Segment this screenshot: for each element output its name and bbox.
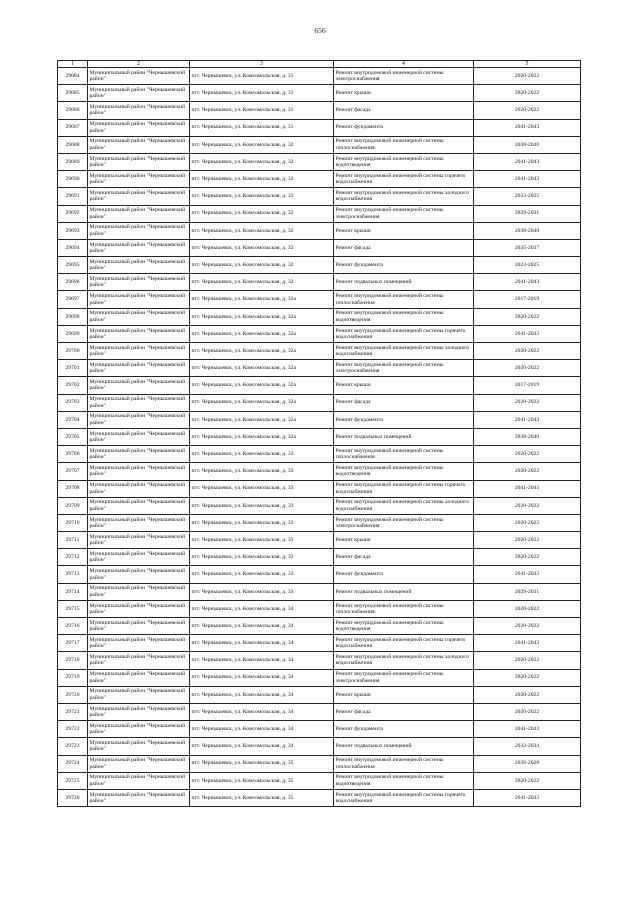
cell-work-type: Ремонт внутридомовой инженерной системы горячего водоснабжения: [334, 480, 474, 497]
cell-address: пгт. Чернышевск, ул. Комсомольская, д. 32: [190, 205, 334, 222]
cell-address: пгт. Чернышевск, ул. Комсомольская, д. 34: [190, 738, 334, 755]
cell-number: 29692: [58, 205, 88, 222]
cell-work-type: Ремонт внутридомовой инженерной системы холодного водоснабжения: [334, 652, 474, 669]
cell-work-type: Ремонт фундамента: [334, 411, 474, 428]
cell-period: 2035-2037: [474, 239, 581, 256]
cell-period: 2041-2043: [474, 325, 581, 342]
cell-municipality: Муниципальный район "Чернышевский район": [88, 583, 190, 600]
table-row: [58, 738, 581, 755]
cell-work-type: Ремонт подвальных помещений: [334, 583, 474, 600]
table-row: [58, 102, 581, 119]
cell-number: 29724: [58, 755, 88, 772]
cell-work-type: Ремонт фундамента: [334, 721, 474, 738]
cell-municipality: Муниципальный район "Чернышевский район": [88, 153, 190, 170]
cell-work-type: Ремонт внутридомовой инженерной системы водоотведения: [334, 772, 474, 789]
cell-number: 29696: [58, 274, 88, 291]
cell-number: 29708: [58, 480, 88, 497]
cell-address: пгт. Чернышевск, ул. Комсомольская, д. 33: [190, 463, 334, 480]
cell-work-type: Ремонт подвальных помещений: [334, 274, 474, 291]
cell-work-type: Ремонт крыши: [334, 222, 474, 239]
cell-municipality: Муниципальный район "Чернышевский район": [88, 652, 190, 669]
cell-address: пгт. Чернышевск, ул. Комсомольская, д. 32а: [190, 377, 334, 394]
cell-period: 2041-2043: [474, 721, 581, 738]
cell-work-type: Ремонт внутридомовой инженерной системы горячего водоснабжения: [334, 789, 474, 806]
cell-address: пгт. Чернышевск, ул. Комсомольская, д. 31: [190, 119, 334, 136]
cell-number: 29693: [58, 222, 88, 239]
cell-work-type: Ремонт внутридомовой инженерной системы теплоснабжения: [334, 136, 474, 153]
cell-number: 29688: [58, 136, 88, 153]
table-row: [58, 343, 581, 360]
cell-address: пгт. Чернышевск, ул. Комсомольская, д. 34: [190, 600, 334, 617]
cell-address: пгт. Чернышевск, ул. Комсомольская, д. 32: [190, 136, 334, 153]
cell-address: пгт. Чернышевск, ул. Комсомольская, д. 34: [190, 721, 334, 738]
cell-period: 2020-2022: [474, 703, 581, 720]
cell-work-type: Ремонт фундамента: [334, 566, 474, 583]
table-row: [58, 119, 581, 136]
column-header-municipality: 2: [88, 61, 190, 68]
cell-address: пгт. Чернышевск, ул. Комсомольская, д. 32а: [190, 291, 334, 308]
cell-number: 29686: [58, 102, 88, 119]
cell-number: 29705: [58, 428, 88, 445]
cell-number: 29720: [58, 686, 88, 703]
cell-work-type: Ремонт фундамента: [334, 257, 474, 274]
cell-period: 2020-2022: [474, 772, 581, 789]
cell-work-type: Ремонт внутридомовой инженерной системы холодного водоснабжения: [334, 188, 474, 205]
cell-number: 29725: [58, 772, 88, 789]
cell-municipality: Муниципальный район "Чернышевский район": [88, 239, 190, 256]
table-row: [58, 669, 581, 686]
cell-municipality: Муниципальный район "Чернышевский район": [88, 789, 190, 806]
cell-number: 29722: [58, 721, 88, 738]
cell-number: 29694: [58, 239, 88, 256]
cell-period: 2041-2043: [474, 480, 581, 497]
table-row: [58, 600, 581, 617]
cell-number: 29695: [58, 257, 88, 274]
cell-number: 29723: [58, 738, 88, 755]
cell-number: 29709: [58, 497, 88, 514]
cell-number: 29700: [58, 343, 88, 360]
cell-number: 29713: [58, 566, 88, 583]
cell-municipality: Муниципальный район "Чернышевский район": [88, 497, 190, 514]
cell-period: 2020-2022: [474, 652, 581, 669]
cell-period: 2038-2040: [474, 428, 581, 445]
cell-municipality: Муниципальный район "Чернышевский район": [88, 755, 190, 772]
table-row: [58, 257, 581, 274]
cell-work-type: Ремонт внутридомовой инженерной системы горячего водоснабжения: [334, 635, 474, 652]
cell-period: 2017-2019: [474, 291, 581, 308]
cell-period: 2017-2019: [474, 377, 581, 394]
cell-municipality: Муниципальный район "Чернышевский район": [88, 411, 190, 428]
cell-number: 29690: [58, 171, 88, 188]
cell-work-type: Ремонт крыши: [334, 85, 474, 102]
cell-period: 2020-2022: [474, 102, 581, 119]
cell-period: 2020-2022: [474, 686, 581, 703]
cell-work-type: Ремонт внутридомовой инженерной системы водоотведения: [334, 153, 474, 170]
cell-number: 29716: [58, 618, 88, 635]
column-header-period: 5: [474, 61, 581, 68]
cell-municipality: Муниципальный район "Чернышевский район": [88, 738, 190, 755]
registry-table: [57, 60, 581, 807]
cell-period: 2032-2034: [474, 738, 581, 755]
cell-number: 29721: [58, 703, 88, 720]
table-row: [58, 566, 581, 583]
cell-address: пгт. Чернышевск, ул. Комсомольская, д. 32: [190, 274, 334, 291]
cell-period: 2020-2022: [474, 394, 581, 411]
cell-work-type: Ремонт подвальных помещений: [334, 428, 474, 445]
cell-municipality: Муниципальный район "Чернышевский район": [88, 566, 190, 583]
cell-number: 29702: [58, 377, 88, 394]
cell-address: пгт. Чернышевск, ул. Комсомольская, д. 35: [190, 772, 334, 789]
cell-municipality: Муниципальный район "Чернышевский район": [88, 446, 190, 463]
cell-period: 2029-2031: [474, 205, 581, 222]
table-row: [58, 514, 581, 531]
cell-work-type: Ремонт внутридомовой инженерной системы теплоснабжения: [334, 446, 474, 463]
cell-municipality: Муниципальный район "Чернышевский район": [88, 136, 190, 153]
cell-period: 2020-2022: [474, 360, 581, 377]
cell-municipality: Муниципальный район "Чернышевский район": [88, 377, 190, 394]
cell-period: 2023-2025: [474, 257, 581, 274]
cell-number: 29704: [58, 411, 88, 428]
cell-number: 29719: [58, 669, 88, 686]
table-row: [58, 686, 581, 703]
cell-address: пгт. Чернышевск, ул. Комсомольская, д. 32: [190, 239, 334, 256]
cell-work-type: Ремонт внутридомовой инженерной системы водоотведения: [334, 308, 474, 325]
cell-number: 29707: [58, 463, 88, 480]
cell-municipality: Муниципальный район "Чернышевский район": [88, 171, 190, 188]
cell-number: 29717: [58, 635, 88, 652]
cell-address: пгт. Чернышевск, ул. Комсомольская, д. 31: [190, 102, 334, 119]
cell-address: пгт. Чернышевск, ул. Комсомольская, д. 34: [190, 618, 334, 635]
table-row: [58, 532, 581, 549]
cell-municipality: Муниципальный район "Чернышевский район": [88, 291, 190, 308]
cell-work-type: Ремонт внутридомовой инженерной системы водоотведения: [334, 618, 474, 635]
cell-address: пгт. Чернышевск, ул. Комсомольская, д. 33: [190, 497, 334, 514]
cell-number: 29706: [58, 446, 88, 463]
table-row: [58, 411, 581, 428]
table-row: [58, 239, 581, 256]
cell-address: пгт. Чернышевск, ул. Комсомольская, д. 31: [190, 85, 334, 102]
table-row: [58, 325, 581, 342]
table-row: [58, 222, 581, 239]
table-row: [58, 463, 581, 480]
column-header-address: 3: [190, 61, 334, 68]
cell-municipality: Муниципальный район "Чернышевский район": [88, 274, 190, 291]
cell-municipality: Муниципальный район "Чернышевский район": [88, 549, 190, 566]
cell-address: пгт. Чернышевск, ул. Комсомольская, д. 32: [190, 188, 334, 205]
cell-address: пгт. Чернышевск, ул. Комсомольская, д. 32а: [190, 428, 334, 445]
cell-work-type: Ремонт крыши: [334, 377, 474, 394]
cell-address: пгт. Чернышевск, ул. Комсомольская, д. 32а: [190, 308, 334, 325]
cell-address: пгт. Чернышевск, ул. Комсомольская, д. 32а: [190, 360, 334, 377]
cell-work-type: Ремонт фасада: [334, 239, 474, 256]
cell-period: 2026-2028: [474, 755, 581, 772]
cell-work-type: Ремонт внутридомовой инженерной системы электроснабжения: [334, 669, 474, 686]
table-row: [58, 308, 581, 325]
cell-period: 2020-2022: [474, 514, 581, 531]
table-row: [58, 428, 581, 445]
cell-period: 2020-2022: [474, 463, 581, 480]
cell-period: 2029-2031: [474, 583, 581, 600]
cell-address: пгт. Чернышевск, ул. Комсомольская, д. 32а: [190, 411, 334, 428]
cell-address: пгт. Чернышевск, ул. Комсомольская, д. 32а: [190, 394, 334, 411]
cell-work-type: Ремонт фундамента: [334, 119, 474, 136]
cell-work-type: Ремонт внутридомовой инженерной системы электроснабжения: [334, 360, 474, 377]
cell-work-type: Ремонт внутридомовой инженерной системы теплоснабжения: [334, 291, 474, 308]
table-row: [58, 136, 581, 153]
cell-work-type: Ремонт внутридомовой инженерной системы электроснабжения: [334, 205, 474, 222]
table-row: [58, 652, 581, 669]
cell-address: пгт. Чернышевск, ул. Комсомольская, д. 31: [190, 68, 334, 85]
cell-address: пгт. Чернышевск, ул. Комсомольская, д. 33: [190, 514, 334, 531]
table-row: [58, 497, 581, 514]
cell-period: 2020-2022: [474, 532, 581, 549]
table-row: [58, 188, 581, 205]
cell-work-type: Ремонт фасада: [334, 394, 474, 411]
cell-period: 2041-2043: [474, 119, 581, 136]
table-row: [58, 635, 581, 652]
cell-address: пгт. Чернышевск, ул. Комсомольская, д. 32а: [190, 343, 334, 360]
cell-municipality: Муниципальный район "Чернышевский район": [88, 772, 190, 789]
table-row: [58, 171, 581, 188]
cell-address: пгт. Чернышевск, ул. Комсомольская, д. 33: [190, 549, 334, 566]
table-row: [58, 85, 581, 102]
cell-address: пгт. Чернышевск, ул. Комсомольская, д. 32: [190, 171, 334, 188]
cell-work-type: Ремонт внутридомовой инженерной системы холодного водоснабжения: [334, 497, 474, 514]
cell-period: 2020-2022: [474, 600, 581, 617]
cell-period: 2020-2022: [474, 669, 581, 686]
cell-address: пгт. Чернышевск, ул. Комсомольская, д. 34: [190, 703, 334, 720]
table-row: [58, 446, 581, 463]
cell-address: пгт. Чернышевск, ул. Комсомольская, д. 33: [190, 480, 334, 497]
cell-number: 29685: [58, 85, 88, 102]
cell-address: пгт. Чернышевск, ул. Комсомольская, д. 32: [190, 257, 334, 274]
table-row: [58, 360, 581, 377]
column-header-number: 1: [58, 61, 88, 68]
cell-period: 2020-2022: [474, 85, 581, 102]
cell-period: 2038-2040: [474, 136, 581, 153]
cell-number: 29691: [58, 188, 88, 205]
cell-period: 2020-2022: [474, 446, 581, 463]
cell-period: 2020-2022: [474, 68, 581, 85]
table-row: [58, 274, 581, 291]
cell-period: 2041-2043: [474, 789, 581, 806]
cell-municipality: Муниципальный район "Чернышевский район": [88, 68, 190, 85]
cell-address: пгт. Чернышевск, ул. Комсомольская, д. 33: [190, 446, 334, 463]
cell-municipality: Муниципальный район "Чернышевский район": [88, 85, 190, 102]
table-row: [58, 68, 581, 85]
table-row: [58, 205, 581, 222]
cell-period: 2041-2043: [474, 274, 581, 291]
table-row: [58, 721, 581, 738]
cell-period: 2041-2043: [474, 566, 581, 583]
cell-municipality: Муниципальный район "Чернышевский район": [88, 514, 190, 531]
cell-number: 29718: [58, 652, 88, 669]
table-row: [58, 583, 581, 600]
cell-work-type: Ремонт крыши: [334, 532, 474, 549]
table-row: [58, 480, 581, 497]
cell-period: 2020-2022: [474, 497, 581, 514]
cell-municipality: Муниципальный район "Чернышевский район": [88, 480, 190, 497]
cell-work-type: Ремонт внутридомовой инженерной системы горячего водоснабжения: [334, 171, 474, 188]
cell-municipality: Муниципальный район "Чернышевский район": [88, 343, 190, 360]
table-header-row: [58, 61, 581, 68]
cell-address: пгт. Чернышевск, ул. Комсомольская, д. 34: [190, 686, 334, 703]
cell-work-type: Ремонт внутридомовой инженерной системы электроснабжения: [334, 68, 474, 85]
cell-work-type: Ремонт внутридомовой инженерной системы электроснабжения: [334, 514, 474, 531]
table-row: [58, 618, 581, 635]
table-row: [58, 772, 581, 789]
cell-municipality: Муниципальный район "Чернышевский район": [88, 222, 190, 239]
cell-number: 29697: [58, 291, 88, 308]
table-row: [58, 291, 581, 308]
cell-address: пгт. Чернышевск, ул. Комсомольская, д. 34: [190, 652, 334, 669]
cell-number: 29710: [58, 514, 88, 531]
cell-municipality: Муниципальный район "Чернышевский район": [88, 188, 190, 205]
cell-work-type: Ремонт внутридомовой инженерной системы водоотведения: [334, 463, 474, 480]
table-row: [58, 549, 581, 566]
table-body: [58, 68, 581, 807]
cell-municipality: Муниципальный район "Чернышевский район": [88, 635, 190, 652]
cell-address: пгт. Чернышевск, ул. Комсомольская, д. 32: [190, 222, 334, 239]
table-row: [58, 394, 581, 411]
cell-number: 29699: [58, 325, 88, 342]
cell-number: 29684: [58, 68, 88, 85]
cell-work-type: Ремонт фасада: [334, 549, 474, 566]
cell-municipality: Муниципальный район "Чернышевский район": [88, 394, 190, 411]
cell-period: 2020-2022: [474, 308, 581, 325]
cell-work-type: Ремонт крыши: [334, 686, 474, 703]
cell-municipality: Муниципальный район "Чернышевский район": [88, 532, 190, 549]
cell-address: пгт. Чернышевск, ул. Комсомольская, д. 35: [190, 789, 334, 806]
cell-period: 2041-2043: [474, 153, 581, 170]
column-header-work-type: 4: [334, 61, 474, 68]
cell-period: 2023-2025: [474, 188, 581, 205]
cell-work-type: Ремонт внутридомовой инженерной системы холодного водоснабжения: [334, 343, 474, 360]
cell-period: 2041-2043: [474, 635, 581, 652]
cell-period: 2020-2022: [474, 618, 581, 635]
table-row: [58, 703, 581, 720]
cell-municipality: Муниципальный район "Чернышевский район": [88, 102, 190, 119]
cell-municipality: Муниципальный район "Чернышевский район": [88, 669, 190, 686]
cell-number: 29726: [58, 789, 88, 806]
cell-municipality: Муниципальный район "Чернышевский район": [88, 686, 190, 703]
cell-number: 29698: [58, 308, 88, 325]
table-row: [58, 755, 581, 772]
cell-number: 29689: [58, 153, 88, 170]
cell-period: 2020-2022: [474, 343, 581, 360]
cell-address: пгт. Чернышевск, ул. Комсомольская, д. 33: [190, 583, 334, 600]
cell-municipality: Муниципальный район "Чернышевский район": [88, 325, 190, 342]
cell-municipality: Муниципальный район "Чернышевский район": [88, 257, 190, 274]
cell-number: 29687: [58, 119, 88, 136]
cell-municipality: Муниципальный район "Чернышевский район": [88, 618, 190, 635]
cell-work-type: Ремонт внутридомовой инженерной системы теплоснабжения: [334, 600, 474, 617]
cell-work-type: Ремонт фасада: [334, 102, 474, 119]
page-number: 656: [314, 26, 326, 35]
cell-number: 29714: [58, 583, 88, 600]
cell-period: 2041-2043: [474, 171, 581, 188]
cell-number: 29701: [58, 360, 88, 377]
table-row: [58, 377, 581, 394]
cell-number: 29712: [58, 549, 88, 566]
cell-work-type: Ремонт внутридомовой инженерной системы горячего водоснабжения: [334, 325, 474, 342]
cell-municipality: Муниципальный район "Чернышевский район": [88, 205, 190, 222]
cell-work-type: Ремонт внутридомовой инженерной системы теплоснабжения: [334, 755, 474, 772]
cell-number: 29715: [58, 600, 88, 617]
cell-municipality: Муниципальный район "Чернышевский район": [88, 308, 190, 325]
cell-address: пгт. Чернышевск, ул. Комсомольская, д. 32: [190, 153, 334, 170]
cell-municipality: Муниципальный район "Чернышевский район": [88, 119, 190, 136]
table-row: [58, 153, 581, 170]
cell-address: пгт. Чернышевск, ул. Комсомольская, д. 34: [190, 669, 334, 686]
cell-address: пгт. Чернышевск, ул. Комсомольская, д. 33: [190, 566, 334, 583]
cell-work-type: Ремонт фасада: [334, 703, 474, 720]
cell-municipality: Муниципальный район "Чернышевский район": [88, 360, 190, 377]
table-row: [58, 789, 581, 806]
cell-address: пгт. Чернышевск, ул. Комсомольская, д. 33: [190, 532, 334, 549]
cell-municipality: Муниципальный район "Чернышевский район": [88, 703, 190, 720]
cell-municipality: Муниципальный район "Чернышевский район": [88, 463, 190, 480]
cell-municipality: Муниципальный район "Чернышевский район": [88, 721, 190, 738]
cell-municipality: Муниципальный район "Чернышевский район": [88, 428, 190, 445]
cell-period: 2041-2043: [474, 411, 581, 428]
cell-municipality: Муниципальный район "Чернышевский район": [88, 600, 190, 617]
cell-number: 29711: [58, 532, 88, 549]
cell-period: 2020-2022: [474, 549, 581, 566]
cell-address: пгт. Чернышевск, ул. Комсомольская, д. 35: [190, 755, 334, 772]
cell-number: 29703: [58, 394, 88, 411]
cell-address: пгт. Чернышевск, ул. Комсомольская, д. 32а: [190, 325, 334, 342]
cell-work-type: Ремонт подвальных помещений: [334, 738, 474, 755]
cell-address: пгт. Чернышевск, ул. Комсомольская, д. 34: [190, 635, 334, 652]
cell-period: 2038-2040: [474, 222, 581, 239]
